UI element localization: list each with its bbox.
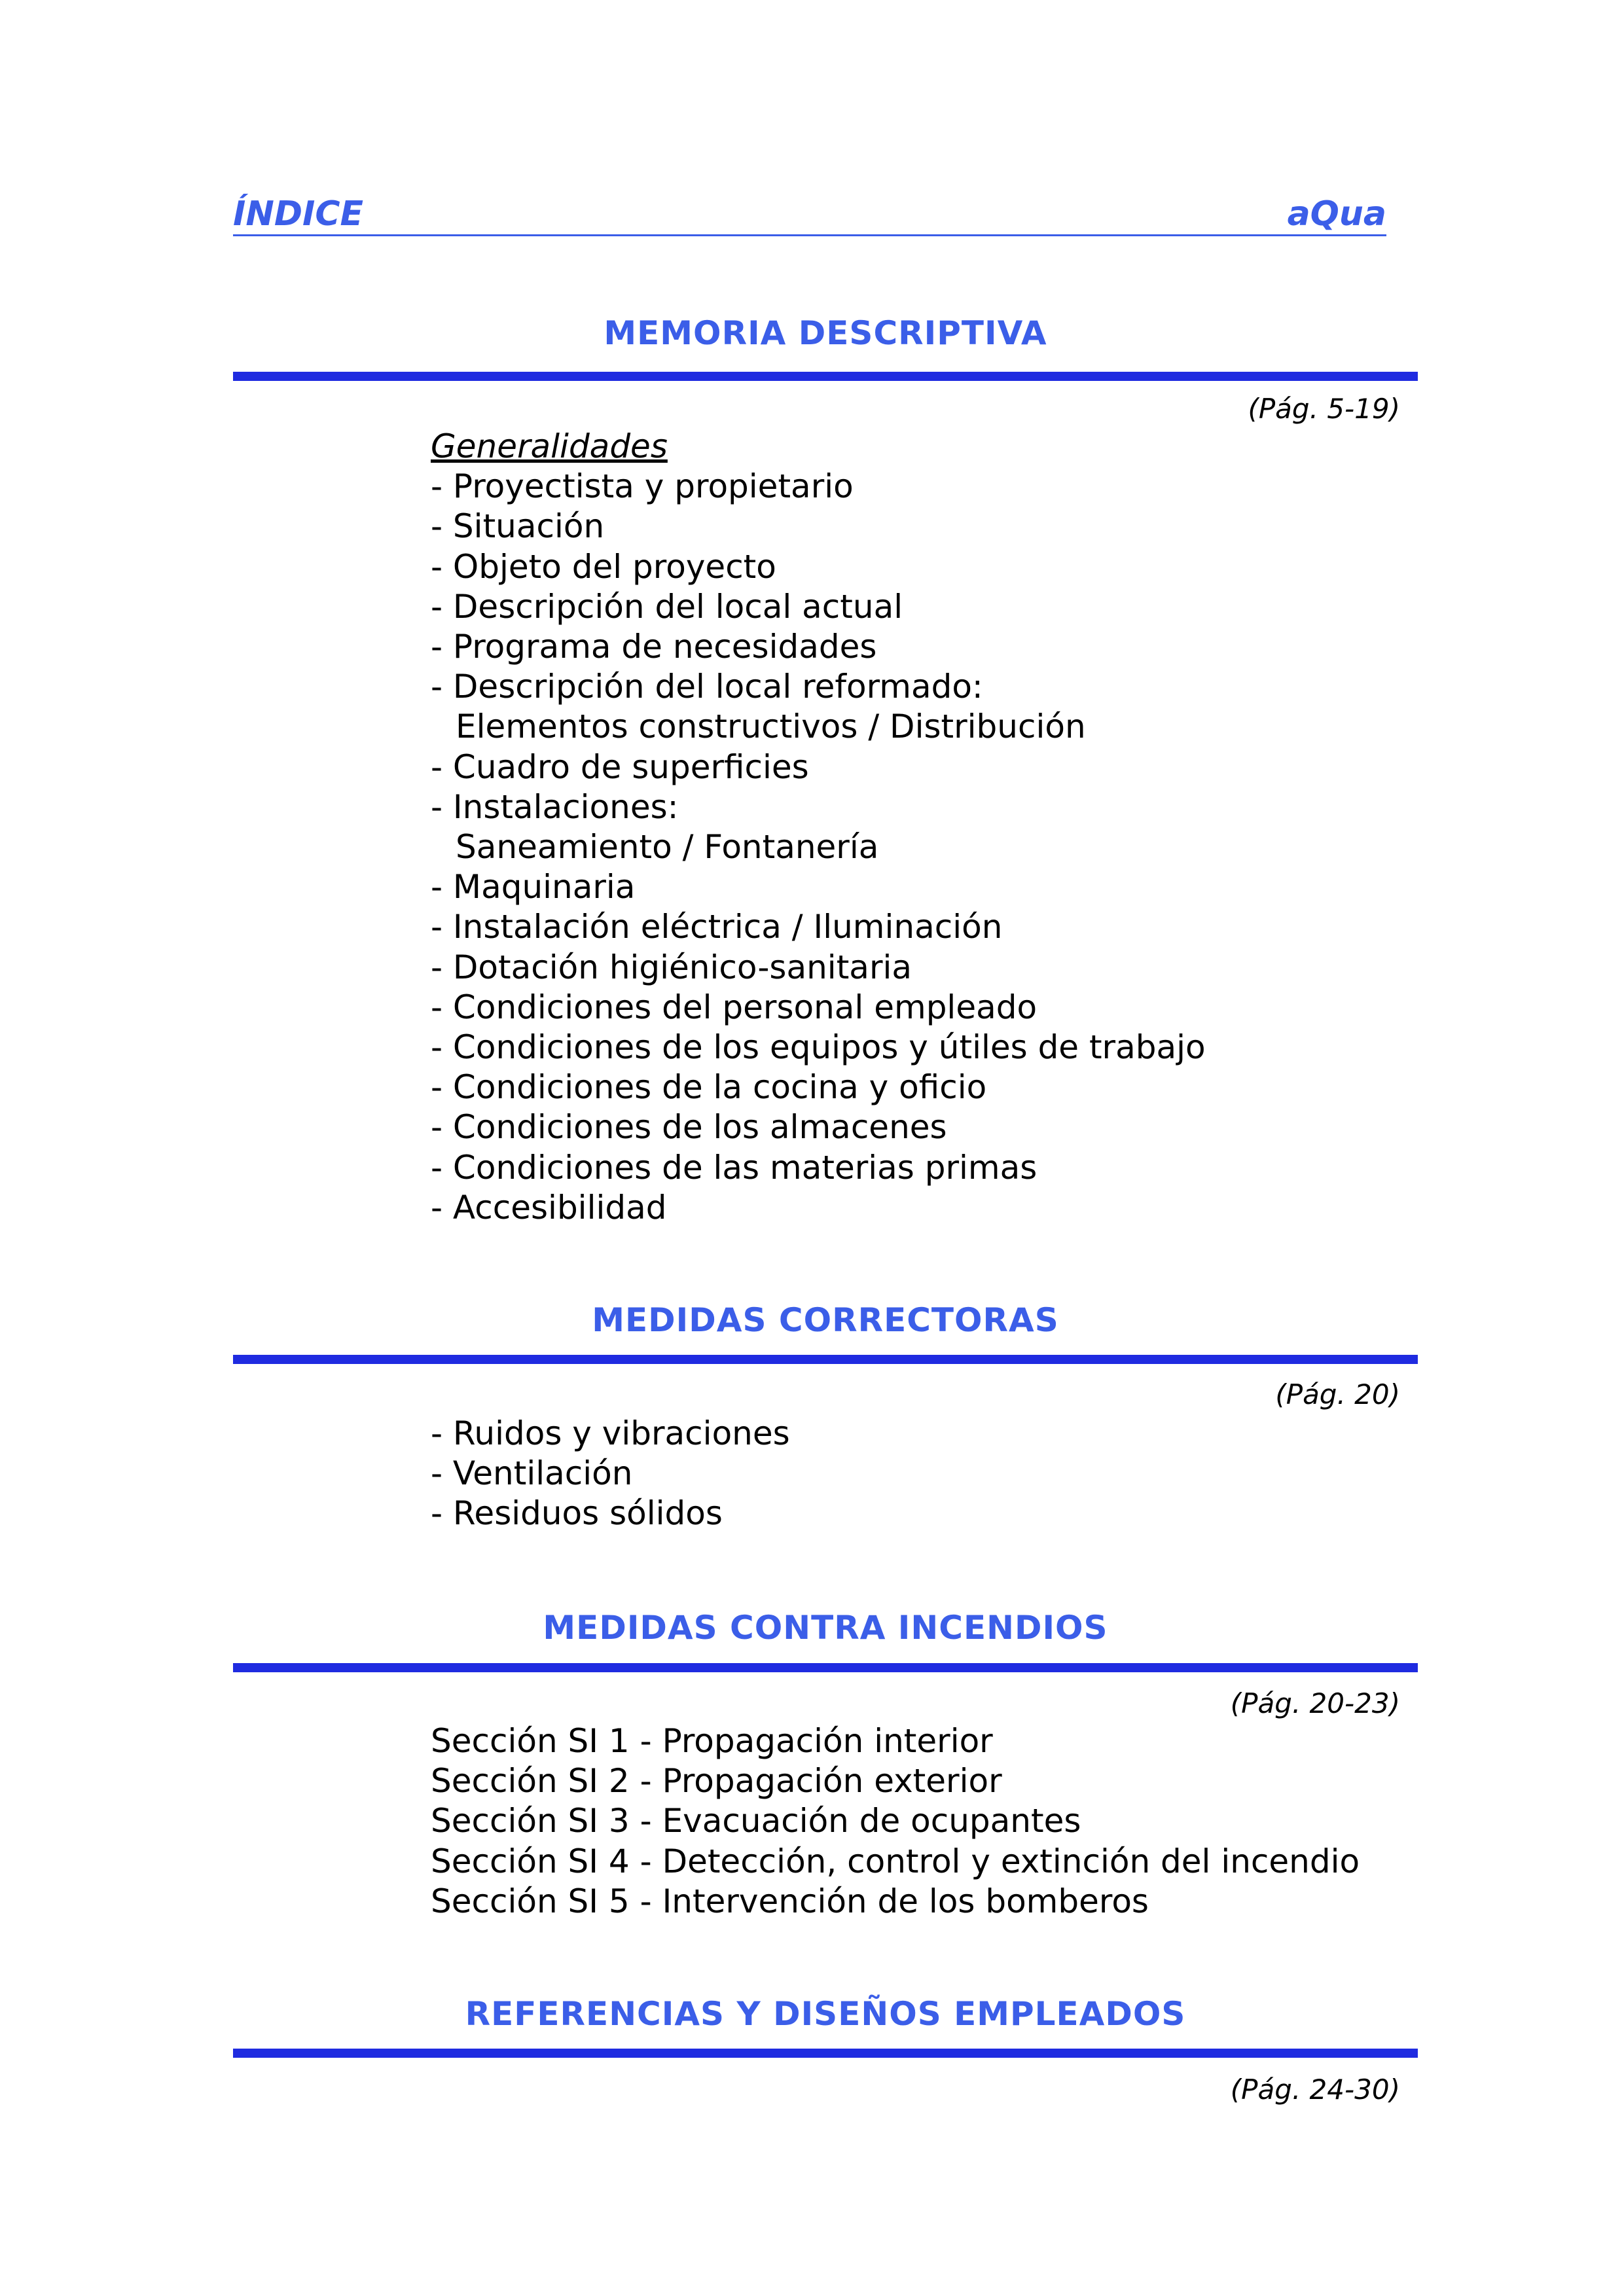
list-item: - Descripción del local actual [431, 587, 903, 626]
list-item: - Dotación higiénico-sanitaria [431, 948, 912, 986]
section-title-referencias: REFERENCIAS Y DISEÑOS EMPLEADOS [465, 1995, 1186, 2033]
section-rule [233, 372, 1418, 381]
list-item: - Cuadro de superficies [431, 747, 809, 786]
list-item: - Accesibilidad [431, 1188, 667, 1227]
list-item: - Objeto del proyecto [431, 547, 776, 586]
correctoras-item-list [431, 1414, 790, 1534]
list-item: - Condiciones del personal empleado [431, 988, 1038, 1026]
list-item: - Condiciones de los equipos y útiles de trabajo [431, 1028, 1206, 1067]
list-item: Sección SI 1 - Propagación interior [431, 1722, 993, 1760]
list-item: - Descripción del local reformado: [431, 668, 983, 706]
page-reference: (Pág. 20-23) [1230, 1687, 1400, 1719]
section-rule [233, 2049, 1418, 2058]
page-reference: (Pág. 24-30) [1230, 2073, 1400, 2106]
list-item: - Ventilación [431, 1454, 633, 1493]
list-item: Saneamiento / Fontanería [456, 828, 879, 867]
list-item: - Condiciones de los almacenes [431, 1108, 947, 1147]
list-item: Sección SI 3 - Evacuación de ocupantes [431, 1802, 1081, 1840]
list-item: Sección SI 2 - Propagación exterior [431, 1762, 1002, 1801]
list-item: - Programa de necesidades [431, 628, 877, 666]
list-item: - Condiciones de la cocina y oficio [431, 1068, 987, 1107]
list-item: - Instalación eléctrica / Iluminación [431, 908, 1003, 946]
list-item: - Ruidos y vibraciones [431, 1414, 790, 1452]
list-item: - Residuos sólidos [431, 1494, 723, 1533]
brand-label: aQua [1287, 194, 1386, 234]
memoria-item-list [431, 427, 1206, 1228]
section-title-memoria: MEMORIA DESCRIPTIVA [604, 314, 1047, 352]
list-item: Sección SI 5 - Intervención de los bomberos [431, 1882, 1149, 1920]
list-item: Elementos constructivos / Distribución [456, 708, 1086, 746]
section-title-contra-incendios: MEDIDAS CONTRA INCENDIOS [543, 1609, 1108, 1647]
incendios-item-list [431, 1721, 1360, 1922]
list-item: - Proyectista y propietario [431, 467, 854, 506]
list-item: - Maquinaria [431, 868, 636, 906]
list-item: - Condiciones de las materias primas [431, 1148, 1038, 1187]
list-heading: Generalidades [431, 427, 668, 465]
list-item: - Situación [431, 507, 605, 546]
index-title: ÍNDICE [233, 194, 364, 234]
page-reference: (Pág. 20) [1275, 1378, 1400, 1410]
section-rule [233, 1663, 1418, 1672]
list-item: - Instalaciones: [431, 787, 679, 826]
section-title-medidas-correctoras: MEDIDAS CORRECTORAS [592, 1301, 1059, 1339]
page-header [233, 190, 1386, 236]
list-item: Sección SI 4 - Detección, control y extinción del incendio [431, 1842, 1360, 1880]
section-rule [233, 1355, 1418, 1364]
page-reference: (Pág. 5-19) [1248, 393, 1400, 425]
